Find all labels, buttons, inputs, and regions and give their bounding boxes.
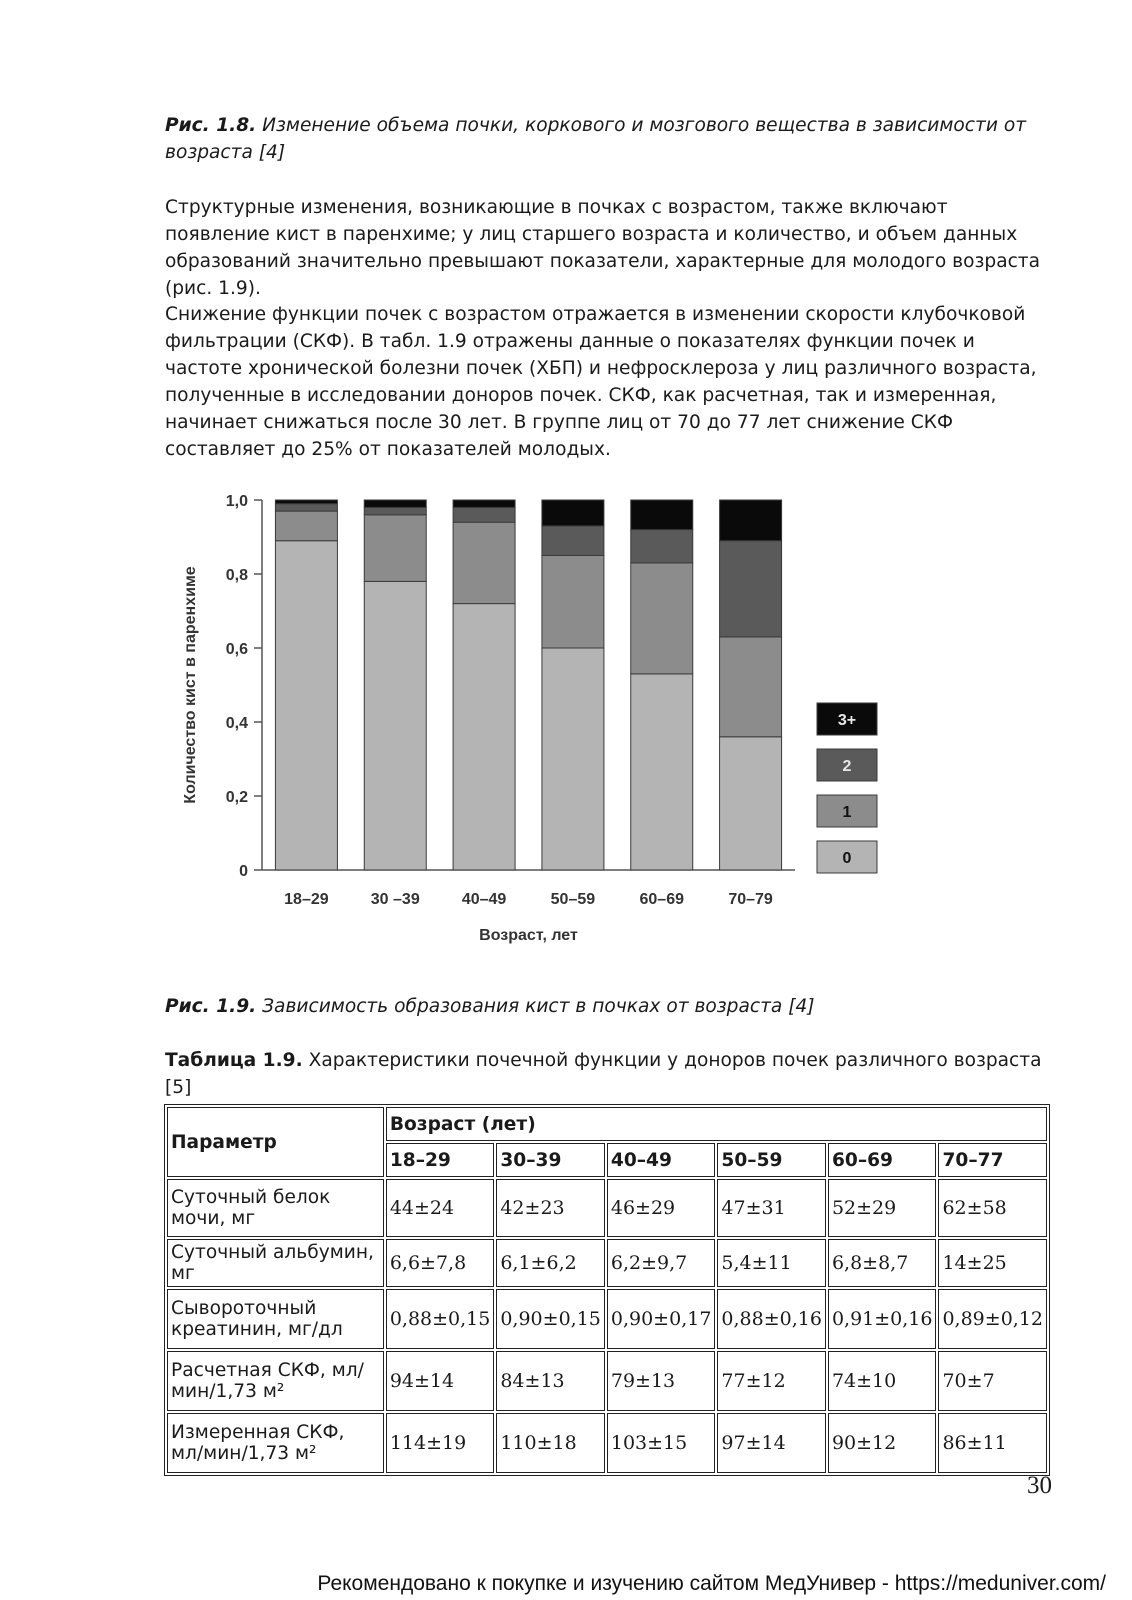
cell-value: 6,8±8,7 — [828, 1239, 937, 1287]
bar-segment-1 — [631, 563, 693, 674]
page-number: 30 — [1027, 1472, 1052, 1499]
cell-value: 74±10 — [828, 1351, 937, 1411]
row-param: Расчетная СКФ, мл/мин/1,73 м² — [167, 1351, 384, 1411]
bar-segment-3plus — [275, 500, 337, 504]
cell-value: 14±25 — [938, 1239, 1047, 1287]
cell-value: 79±13 — [607, 1351, 716, 1411]
y-tick-label: 0,4 — [225, 715, 248, 732]
bar-segment-2 — [275, 504, 337, 511]
cell-value: 0,91±0,16 — [828, 1289, 937, 1349]
y-tick-label: 0,6 — [225, 641, 248, 658]
cell-value: 94±14 — [386, 1351, 495, 1411]
table-row — [167, 1239, 1047, 1287]
bar-segment-2 — [364, 507, 426, 514]
bar-segment-2 — [453, 507, 515, 522]
table-row — [167, 1289, 1047, 1349]
age-group: 70–77 — [938, 1143, 1047, 1177]
x-tick-label: 70–79 — [728, 891, 773, 908]
x-tick-label: 60–69 — [639, 891, 684, 908]
cell-value: 0,90±0,15 — [496, 1289, 605, 1349]
bar-segment-3plus — [720, 500, 782, 541]
cyst-chart-svg — [150, 490, 940, 970]
legend-label: 3+ — [837, 712, 857, 729]
row-param: Суточный альбумин, мг — [167, 1239, 384, 1287]
cell-value: 44±24 — [386, 1179, 495, 1237]
cell-value: 84±13 — [496, 1351, 605, 1411]
paragraph-cysts: Структурные изменения, возникающие в почках с возрастом, также включают появление кист в паренхиме; у лиц старшего возраста и количество, и объем данных образований значительно превышают показатели, характерные для молодого возраста (рис. 1.9). — [165, 197, 1041, 299]
cell-value: 5,4±11 — [717, 1239, 826, 1287]
row-param: Измеренная СКФ, мл/мин/1,73 м² — [167, 1413, 384, 1473]
cell-value: 70±7 — [938, 1351, 1047, 1411]
bar-segment-1 — [364, 515, 426, 582]
table-row — [167, 1179, 1047, 1237]
bar-segment-3plus — [364, 500, 426, 507]
bar-segment-2 — [542, 526, 604, 556]
bar-segment-0 — [720, 737, 782, 870]
cell-value: 0,88±0,16 — [717, 1289, 826, 1349]
cell-value: 0,90±0,17 — [607, 1289, 716, 1349]
cell-value: 52±29 — [828, 1179, 937, 1237]
cell-value: 6,1±6,2 — [496, 1239, 605, 1287]
cell-value: 62±58 — [938, 1179, 1047, 1237]
table-title — [165, 1047, 1045, 1101]
bar-segment-2 — [631, 530, 693, 563]
table-row — [167, 1351, 1047, 1411]
age-group: 50–59 — [717, 1143, 826, 1177]
age-group: 40–49 — [607, 1143, 716, 1177]
x-tick-label: 50–59 — [550, 891, 596, 908]
param-header: Параметр — [167, 1107, 384, 1177]
age-group: 60–69 — [828, 1143, 937, 1177]
legend-label: 0 — [842, 850, 852, 867]
cell-value: 77±12 — [717, 1351, 826, 1411]
age-group: 30–39 — [496, 1143, 605, 1177]
figure-1-9-text: Зависимость образования кист в почках от возраста [4] — [262, 996, 815, 1017]
table-title-text: Характеристики почечной функции у доноров почек различного возраста [5] — [165, 1050, 1042, 1098]
bar-segment-1 — [453, 522, 515, 603]
row-param: Суточный белок мочи, мг — [167, 1179, 384, 1237]
kidney-function-table — [164, 1104, 1050, 1476]
cell-value: 114±19 — [386, 1413, 495, 1473]
bar-segment-0 — [364, 581, 426, 870]
footer-recommendation: Рекомендовано к покупке и изучению сайтом МедУнивер - https://meduniver.com/ — [317, 1572, 1106, 1595]
x-tick-label: 40–49 — [461, 891, 507, 908]
y-axis-title: Количество кист в паренхиме — [182, 566, 199, 804]
age-group: 18–29 — [386, 1143, 495, 1177]
table-row — [167, 1413, 1047, 1473]
figure-1-8-label: Рис. 1.8. — [165, 115, 257, 136]
age-header: Возраст (лет) — [386, 1107, 1047, 1141]
bar-segment-3plus — [631, 500, 693, 530]
cell-value: 97±14 — [717, 1413, 826, 1473]
figure-1-8-caption — [165, 112, 1045, 166]
y-tick-label: 1,0 — [225, 493, 248, 510]
cell-value: 86±11 — [938, 1413, 1047, 1473]
cell-value: 42±23 — [496, 1179, 605, 1237]
bar-segment-1 — [542, 556, 604, 649]
cell-value: 103±15 — [607, 1413, 716, 1473]
cell-value: 0,88±0,15 — [386, 1289, 495, 1349]
figure-1-9-label: Рис. 1.9. — [165, 996, 257, 1017]
x-tick-label: 18–29 — [284, 891, 329, 908]
cell-value: 110±18 — [496, 1413, 605, 1473]
x-tick-label: 30 –39 — [370, 891, 420, 908]
cell-value: 90±12 — [828, 1413, 937, 1473]
bar-segment-3plus — [542, 500, 604, 526]
bar-segment-1 — [275, 511, 337, 541]
cell-value: 6,6±7,8 — [386, 1239, 495, 1287]
cell-value: 6,2±9,7 — [607, 1239, 716, 1287]
cyst-chart — [150, 490, 940, 970]
paragraph-gfr: Снижение функции почек с возрастом отражается в изменении скорости клубочковой фильтрации (СКФ). В табл. 1.9 отражены данные о показателях функции почек и частоте хронической болезни почек (ХБП) и нефросклероза у лиц различного возраста, полученные в исследовании доноров почек. СКФ, как расчетная, так и измеренная, начинает снижаться после 30 лет. В группе лиц от 70 до 77 лет снижение СКФ составляет до 25% от показателей молодых. — [165, 304, 1037, 460]
table-header-row — [167, 1107, 1047, 1141]
y-tick-label: 0 — [239, 863, 248, 880]
cell-value: 46±29 — [607, 1179, 716, 1237]
cell-value: 47±31 — [717, 1179, 826, 1237]
figure-1-9-caption — [165, 993, 1045, 1020]
bar-segment-1 — [720, 637, 782, 737]
bar-segment-2 — [720, 541, 782, 637]
x-axis-title: Возраст, лет — [479, 927, 578, 944]
bar-segment-0 — [542, 648, 604, 870]
legend-label: 1 — [842, 804, 852, 821]
y-tick-label: 0,2 — [225, 789, 248, 806]
bar-segment-0 — [453, 604, 515, 870]
bar-segment-3plus — [453, 500, 515, 507]
table-label: Таблица 1.9. — [165, 1050, 303, 1071]
bar-segment-0 — [631, 674, 693, 870]
legend-label: 2 — [842, 758, 852, 775]
y-tick-label: 0,8 — [225, 567, 248, 584]
figure-1-8-text: Изменение объема почки, коркового и мозгового вещества в зависимости от возраста [4] — [165, 115, 1027, 163]
cell-value: 0,89±0,12 — [938, 1289, 1047, 1349]
bar-segment-0 — [275, 541, 337, 870]
row-param: Сывороточный креатинин, мг/дл — [167, 1289, 384, 1349]
